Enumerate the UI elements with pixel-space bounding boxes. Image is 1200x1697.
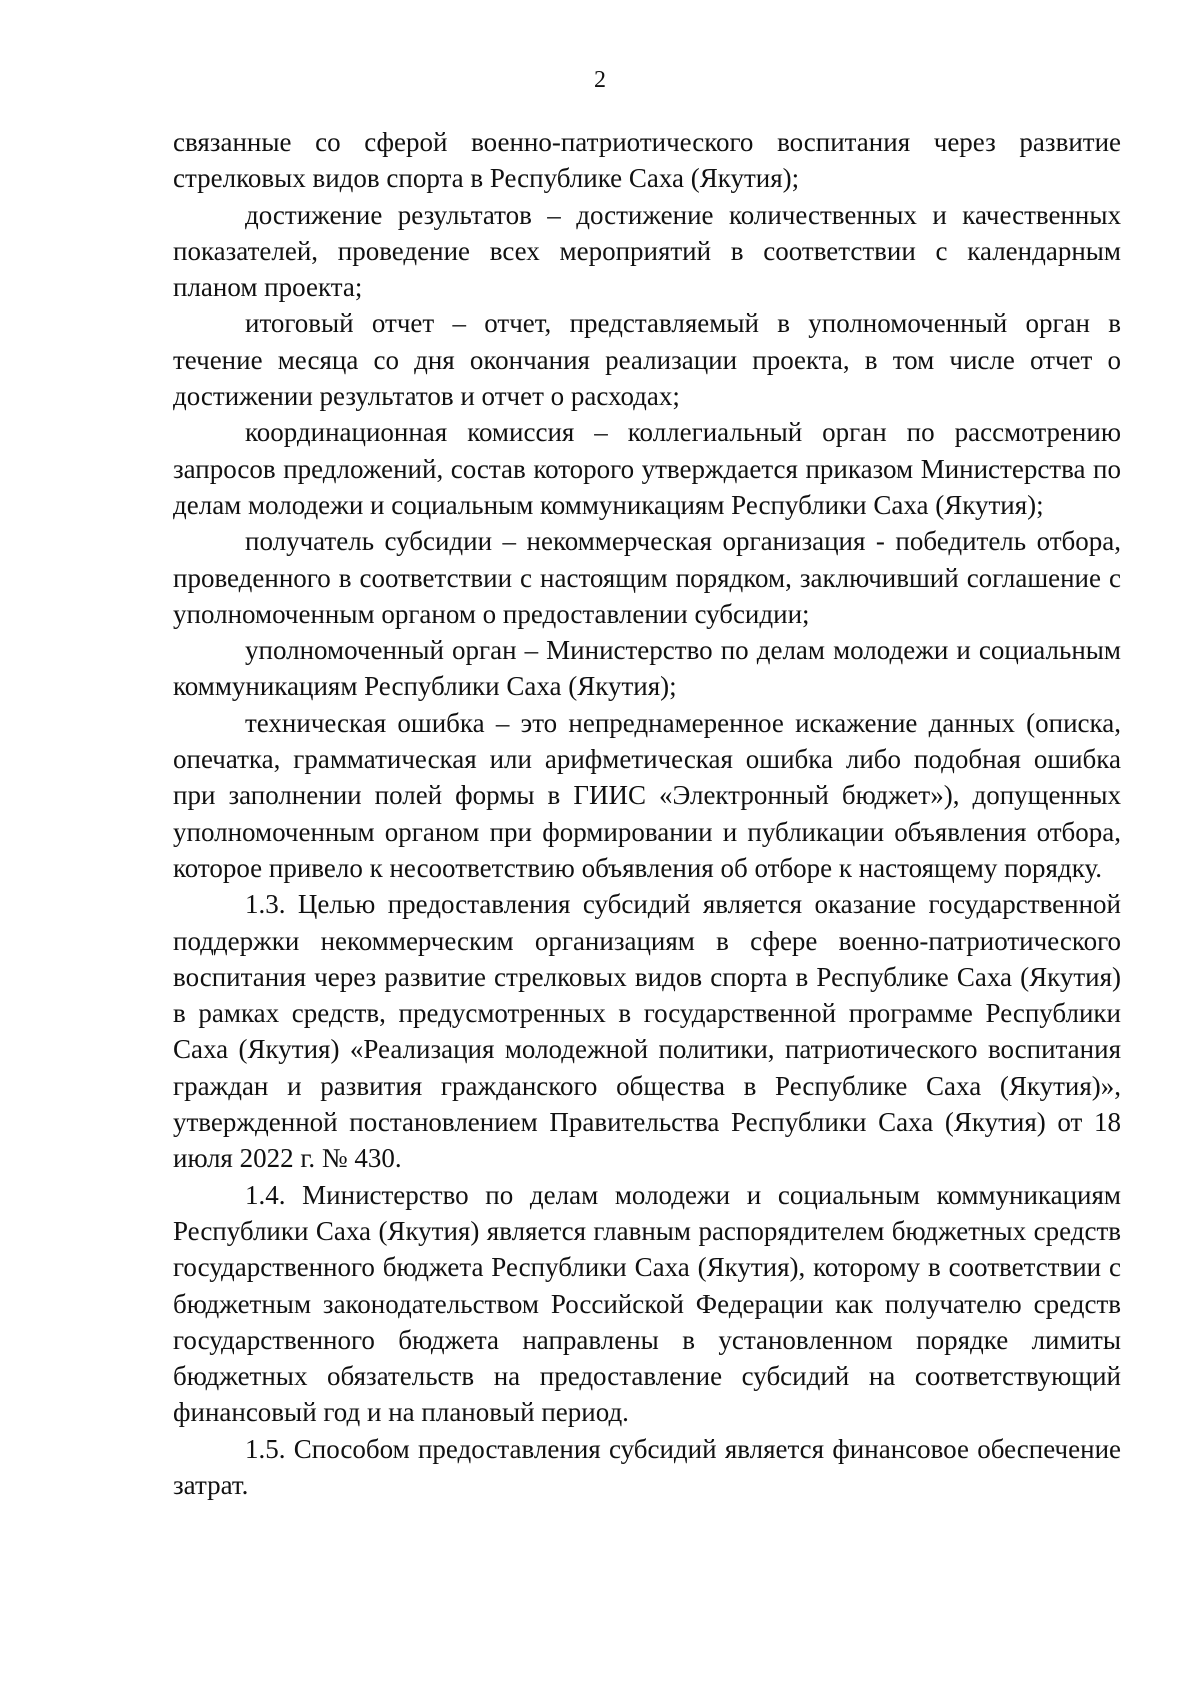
paragraph-section-1-5: 1.5. Способом предоставления субсидий является финансовое обеспечение затрат.	[173, 1433, 1121, 1500]
paragraph-definition-continuation: связанные со сферой военно-патриотического воспитания через развитие стрелковых видов спорта в Республике Саха (Якутия);	[173, 127, 1121, 194]
paragraph-definition-authorized-body: уполномоченный орган – Министерство по делам молодежи и социальным коммуникациям Республики Саха (Якутия);	[173, 635, 1121, 702]
paragraph-section-1-4: 1.4. Министерство по делам молодежи и социальным коммуникациям Республики Саха (Якутия) является главным распорядителем бюджетных средств государственного бюджета Республики Саха (Якутия), которому в соответствии с бюджетным законодательством Российской Федерации как получателю средств государственного бюджета направлены в установленном порядке лимиты бюджетных обязательств на предоставление субсидий на соответствующий финансовый год и на плановый период.	[173, 1179, 1121, 1428]
paragraph-definition-results: достижение результатов – достижение количественных и качественных показателей, проведение всех мероприятий в соответствии с календарным планом проекта;	[173, 199, 1121, 303]
paragraph-section-1-3: 1.3. Целью предоставления субсидий является оказание государственной поддержки некоммерческим организациям в сфере военно-патриотического воспитания через развитие стрелковых видов спорта в Республике Саха (Якутия) в рамках средств, предусмотренных в государственной программе Республики Саха (Якутия) «Реализация молодежной политики, патриотического воспитания граждан и развития гражданского общества в Республике Саха (Якутия)», утвержденной постановлением Правительства Республики Саха (Якутия) от 18 июля 2022 г. № 430.	[173, 889, 1121, 1174]
paragraph-definition-final-report: итоговый отчет – отчет, представляемый в уполномоченный орган в течение месяца со дня окончания реализации проекта, в том числе отчет о достижении результатов и отчет о расходах;	[173, 308, 1121, 412]
paragraph-definition-recipient: получатель субсидии – некоммерческая организация - победитель отбора, проведенного в соответствии с настоящим порядком, заключивший соглашение с уполномоченным органом о предоставлении субсидии;	[173, 526, 1121, 629]
paragraph-definition-technical-error: техническая ошибка – это непреднамеренное искажение данных (описка, опечатка, грамматическая или арифметическая ошибка либо подобная ошибка при заполнении полей формы в ГИИС «Электронный бюджет»), допущенных уполномоченным органом при формировании и публикации объявления отбора, которое привело к несоответствию объявления об отборе к настоящему порядку.	[173, 707, 1121, 883]
document-body	[173, 124, 1121, 1503]
page-number: 2	[594, 67, 606, 93]
paragraph-definition-commission: координационная комиссия – коллегиальный орган по рассмотрению запросов предложений, состав которого утверждается приказом Министерства по делам молодежи и социальным коммуникациям Республики Саха (Якутия);	[173, 417, 1121, 520]
